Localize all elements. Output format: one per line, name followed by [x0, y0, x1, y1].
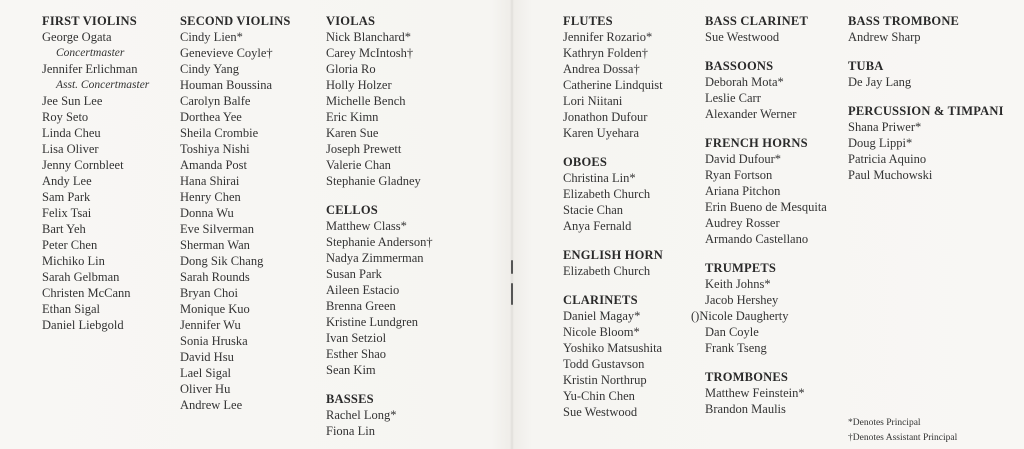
member-name: Jennifer Wu	[180, 318, 241, 332]
member-name: Rachel Long*	[326, 408, 397, 422]
member-name: Dong Sik Chang	[180, 254, 264, 268]
member-name: George Ogata	[42, 30, 112, 44]
section-heading: FLUTES	[563, 14, 613, 28]
member-name: Donna Wu	[180, 206, 234, 220]
member-name: Gloria Ro	[326, 62, 376, 76]
member-name: Amanda Post	[180, 158, 248, 172]
member-name: Jenny Cornbleet	[42, 158, 124, 172]
member-name: Karen Uyehara	[563, 126, 639, 140]
section-heading: TROMBONES	[705, 370, 789, 384]
section-percussion-timpani	[848, 103, 1004, 183]
member-name: Paul Muchowski	[848, 168, 933, 182]
member-name: Jonathon Dufour	[563, 110, 648, 124]
member-name: Jee Sun Lee	[42, 94, 103, 108]
member-name: Susan Park	[326, 267, 382, 281]
section-trumpets	[691, 260, 827, 356]
section-basses	[326, 391, 433, 439]
member-name: Sarah Rounds	[180, 270, 250, 284]
member-name: Keith Johns*	[705, 277, 771, 291]
member-name: Sarah Gelbman	[42, 270, 120, 284]
footnote-assistant-principal: †Denotes Assistant Principal	[848, 433, 958, 443]
member-name: Carolyn Balfe	[180, 94, 251, 108]
member-name: Dorthea Yee	[180, 110, 242, 124]
member-name: Yoshiko Matsushita	[563, 341, 663, 355]
member-name: Sheila Crombie	[180, 126, 259, 140]
member-name: Stacie Chan	[563, 203, 624, 217]
member-name: Brandon Maulis	[705, 402, 786, 416]
member-name: Eve Silverman	[180, 222, 254, 236]
member-name: Alexander Werner	[705, 107, 797, 121]
section-heading: BASS TROMBONE	[848, 14, 960, 28]
member-name: Cindy Yang	[180, 62, 240, 76]
section-bass-clarinet	[705, 13, 827, 45]
member-name: Karen Sue	[326, 126, 379, 140]
member-name: Todd Gustavson	[563, 357, 645, 371]
member-name: Monique Kuo	[180, 302, 250, 316]
member-title: Concertmaster	[56, 47, 125, 59]
member-name: Joseph Prewett	[326, 142, 402, 156]
member-name: Andrea Dossa†	[563, 62, 640, 76]
member-name: Dan Coyle	[705, 325, 759, 339]
member-name: Matthew Feinstein*	[705, 386, 805, 400]
member-name: Frank Tseng	[705, 341, 767, 355]
member-name: Deborah Mota*	[705, 75, 784, 89]
member-name: Valerie Chan	[326, 158, 391, 172]
section-heading: FIRST VIOLINS	[42, 14, 137, 28]
member-name: Audrey Rosser	[705, 216, 780, 230]
member-name: Elizabeth Church	[563, 264, 651, 278]
member-name: Jennifer Rozario*	[563, 30, 653, 44]
roster-column-3	[326, 13, 433, 439]
member-name: Hana Shirai	[180, 174, 240, 188]
member-name: Kathryn Folden†	[563, 46, 649, 60]
member-name: Fiona Lin	[326, 424, 375, 438]
section-heading: BASSES	[326, 392, 374, 406]
section-english-horn	[563, 247, 663, 279]
section-french-horns	[705, 135, 827, 247]
section-tuba	[848, 58, 1004, 90]
member-name: Armando Castellano	[705, 232, 809, 246]
roster-column-6	[848, 13, 1004, 183]
member-name: Andy Lee	[42, 174, 92, 188]
section-first-violins	[42, 13, 149, 333]
member-name: Nadya Zimmerman	[326, 251, 424, 265]
member-name: Stephanie Anderson†	[326, 235, 433, 249]
member-name: Sue Westwood	[705, 30, 780, 44]
section-clarinets	[563, 292, 663, 420]
member-name: Roy Seto	[42, 110, 89, 124]
member-name: Andrew Sharp	[848, 30, 921, 44]
member-name: Lisa Oliver	[42, 142, 99, 156]
member-name: Lael Sigal	[180, 366, 232, 380]
member-name: Andrew Lee	[180, 398, 243, 412]
section-heading: VIOLAS	[326, 14, 376, 28]
member-name: Jacob Hershey	[705, 293, 779, 307]
section-heading: PERCUSSION & TIMPANI	[848, 104, 1004, 118]
section-heading: OBOES	[563, 155, 608, 169]
member-name: Matthew Class*	[326, 219, 407, 233]
member-name: Stephanie Gladney	[326, 174, 421, 188]
member-name: Carey McIntosh†	[326, 46, 414, 60]
member-name: Michelle Bench	[326, 94, 406, 108]
member-name: Erin Bueno de Mesquita	[705, 200, 827, 214]
section-cellos	[326, 202, 433, 378]
member-name: De Jay Lang	[848, 75, 912, 89]
section-bass-trombone	[848, 13, 1004, 45]
member-name: Michiko Lin	[42, 254, 105, 268]
member-name: Sam Park	[42, 190, 91, 204]
section-violas	[326, 13, 433, 189]
member-name: Nick Blanchard*	[326, 30, 412, 44]
section-heading: BASS CLARINET	[705, 14, 808, 28]
member-name: Genevieve Coyle†	[180, 46, 273, 60]
member-name: Doug Lippi*	[848, 136, 913, 150]
section-heading: FRENCH HORNS	[705, 136, 808, 150]
footnotes	[848, 416, 957, 446]
member-name: Sonia Hruska	[180, 334, 248, 348]
member-name: Ryan Fortson	[705, 168, 773, 182]
member-name: Sherman Wan	[180, 238, 250, 252]
section-heading: CLARINETS	[563, 293, 638, 307]
footnote-principal: *Denotes Principal	[848, 418, 921, 428]
roster-column-4	[563, 13, 663, 420]
member-name: Cindy Lien*	[180, 30, 243, 44]
member-name: Ivan Setziol	[326, 331, 387, 345]
page-fold	[510, 0, 514, 449]
member-name: Houman Boussina	[180, 78, 273, 92]
roster-column-2	[180, 13, 291, 413]
member-name: Bart Yeh	[42, 222, 86, 236]
member-name: Brenna Green	[326, 299, 396, 313]
member-name: Felix Tsai	[42, 206, 92, 220]
member-name: Daniel Liebgold	[42, 318, 124, 332]
section-heading: TUBA	[848, 59, 884, 73]
member-name: Esther Shao	[326, 347, 387, 361]
member-name: Holly Holzer	[326, 78, 392, 92]
section-trombones	[705, 369, 827, 417]
roster-column-1	[42, 13, 149, 333]
member-name: Leslie Carr	[705, 91, 761, 105]
member-name: Christina Lin*	[563, 171, 636, 185]
member-name: Elizabeth Church	[563, 187, 651, 201]
member-name: Anya Fernald	[563, 219, 632, 233]
roster-column-5	[691, 13, 827, 417]
member-name: Catherine Lindquist	[563, 78, 663, 92]
section-heading: TRUMPETS	[705, 261, 777, 275]
section-oboes	[563, 154, 663, 234]
member-name: Linda Cheu	[42, 126, 101, 140]
member-name: Ethan Sigal	[42, 302, 100, 316]
member-title: Asst. Concertmaster	[56, 79, 150, 91]
member-name: Christen McCann	[42, 286, 131, 300]
member-name: David Hsu	[180, 350, 234, 364]
member-name: Toshiya Nishi	[180, 142, 250, 156]
member-name: Bryan Choi	[180, 286, 238, 300]
member-name: Sean Kim	[326, 363, 376, 377]
member-name: Jennifer Erlichman	[42, 62, 138, 76]
section-bassoons	[705, 58, 827, 122]
member-name: Ariana Pitchon	[705, 184, 781, 198]
section-heading: SECOND VIOLINS	[180, 14, 291, 28]
section-heading: BASSOONS	[705, 59, 774, 73]
section-heading: ENGLISH HORN	[563, 248, 663, 262]
member-name: Nicole Bloom*	[563, 325, 640, 339]
member-name: Daniel Magay*	[563, 309, 641, 323]
member-name: Eric Kimn	[326, 110, 379, 124]
member-name: Henry Chen	[180, 190, 241, 204]
section-heading: CELLOS	[326, 203, 378, 217]
member-name: Yu-Chin Chen	[563, 389, 635, 403]
member-name: ()Nicole Daugherty	[691, 309, 789, 323]
member-name: Lori Niitani	[563, 94, 623, 108]
fold-mark	[511, 283, 513, 305]
member-name: Peter Chen	[42, 238, 98, 252]
fold-mark	[511, 260, 513, 274]
member-name: Kristin Northrup	[563, 373, 647, 387]
member-name: Kristine Lundgren	[326, 315, 418, 329]
member-name: Aileen Estacio	[326, 283, 400, 297]
section-second-violins	[180, 13, 291, 413]
member-name: Sue Westwood	[563, 405, 638, 419]
member-name: Shana Priwer*	[848, 120, 922, 134]
section-flutes	[563, 13, 663, 141]
member-name: David Dufour*	[705, 152, 782, 166]
member-name: Oliver Hu	[180, 382, 231, 396]
member-name: Patricia Aquino	[848, 152, 927, 166]
